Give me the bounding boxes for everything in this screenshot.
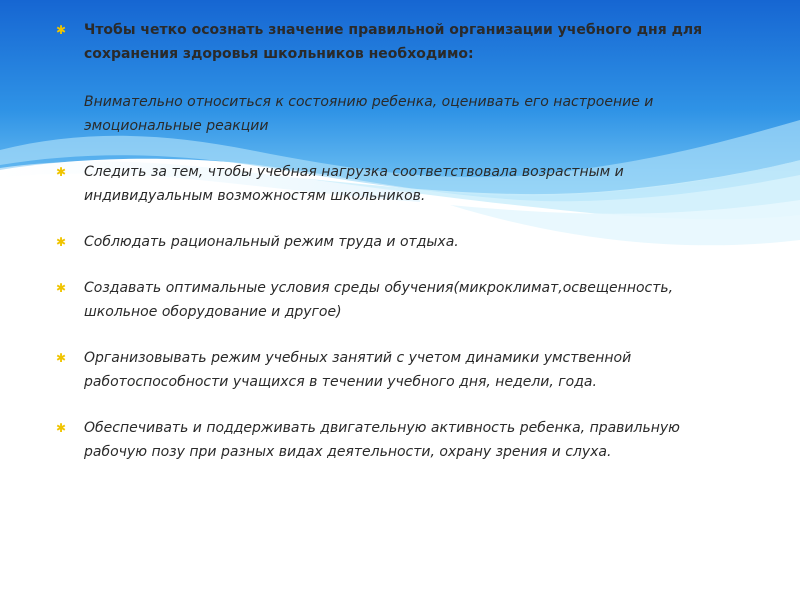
list-item: [52, 276, 732, 324]
list-item: [52, 416, 732, 464]
star-bullet-icon: ✱: [56, 165, 67, 179]
star-bullet-icon: ✱: [56, 23, 67, 37]
list-item: [52, 346, 732, 394]
star-bullet-icon: ✱: [56, 421, 67, 435]
list-item: [52, 230, 732, 254]
star-bullet-icon: ✱: [56, 281, 67, 295]
intro-text: Чтобы четко осознать значение правильной организации учебного дня для сохранения здоровья школьников необходимо:: [84, 22, 703, 62]
list-item: [52, 160, 732, 208]
intro-item: [52, 18, 732, 66]
item-text: Соблюдать рациональный режим труда и отдыха.: [84, 234, 459, 250]
star-bullet-icon: ✱: [56, 351, 67, 365]
list-item: [52, 90, 732, 138]
item-text: Создавать оптимальные условия среды обучения(микроклимат,освещенность, школьное оборудование и другое): [84, 280, 674, 320]
star-bullet-icon: ✱: [56, 235, 67, 249]
item-text: Следить за тем, чтобы учебная нагрузка соответствовала возрастным и индивидуальным возможностям школьников.: [84, 164, 624, 204]
item-text: Обеспечивать и поддерживать двигательную активность ребенка, правильную рабочую позу при разных видах деятельности, охрану зрения и слуха.: [84, 420, 680, 460]
slide-content: [52, 18, 732, 464]
item-text: Организовывать режим учебных занятий с учетом динамики умственной работоспособности учащихся в течении учебного дня, недели, года.: [84, 350, 632, 390]
item-text: Внимательно относиться к состоянию ребенка, оценивать его настроение и эмоциональные реакции: [84, 94, 654, 134]
